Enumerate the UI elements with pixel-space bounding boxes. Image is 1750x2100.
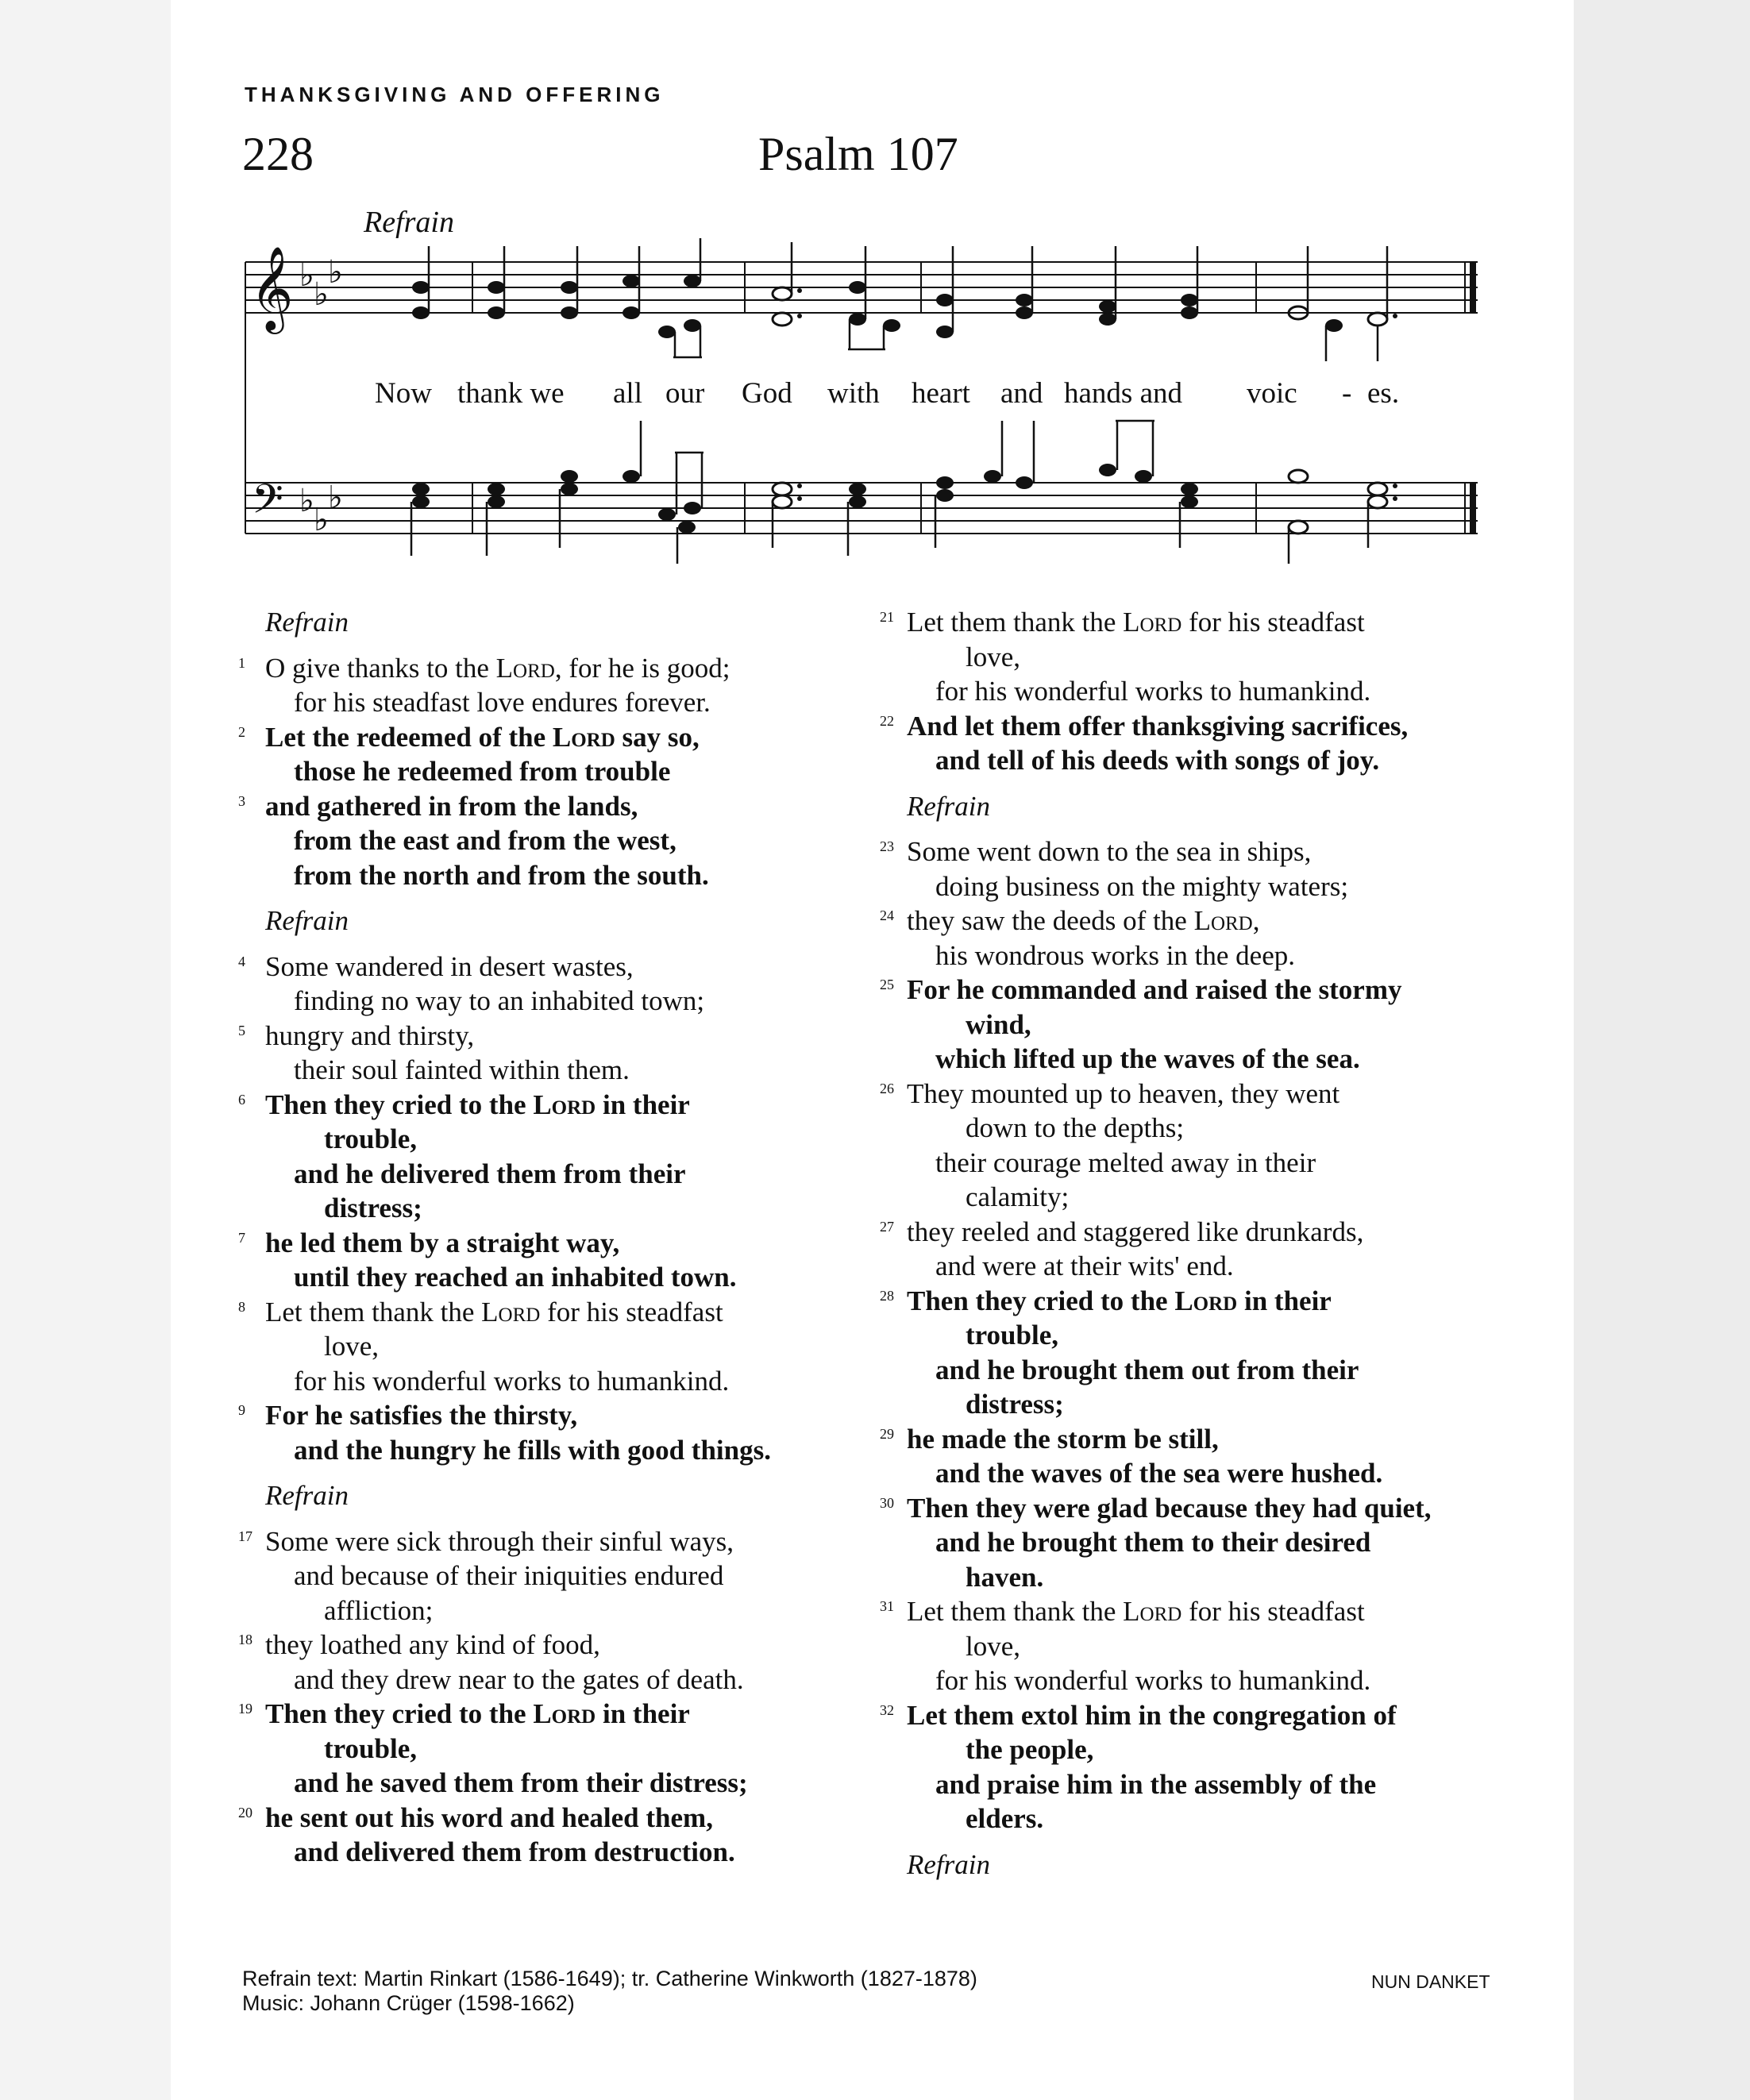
verse-9: 9 For he satisfies the thirsty, xyxy=(238,1398,842,1433)
verse-1: 1 O give thanks to the Lord, for he is good; xyxy=(238,651,842,686)
verse-22: 22 And let them offer thanksgiving sacrifices, xyxy=(880,709,1499,744)
verse-number: 24 xyxy=(880,907,894,923)
verse-17: 17 Some were sick through their sinful ways, xyxy=(238,1524,842,1559)
verse-number: 30 xyxy=(880,1494,894,1511)
verse-line: for his wonderful works to humankind. xyxy=(935,1665,1371,1696)
verse-number: 8 xyxy=(238,1298,245,1315)
verse-number: 1 xyxy=(238,654,245,671)
verse-18: 18 they loathed any kind of food, xyxy=(238,1628,842,1663)
svg-text:♭: ♭ xyxy=(328,480,343,516)
verse-number: 19 xyxy=(238,1701,252,1717)
verse-line: doing business on the mighty waters; xyxy=(935,870,1349,902)
verse-line: for his steadfast love endures forever. xyxy=(294,687,711,718)
verse-31: 31 Let them thank the Lord for his steadfast xyxy=(880,1594,1499,1629)
verse-number: 5 xyxy=(238,1022,245,1038)
verse-line: trouble, xyxy=(324,1123,417,1154)
verse-30: 30 Then they were glad because they had quiet, xyxy=(880,1491,1499,1526)
verse-line: his wondrous works in the deep. xyxy=(935,939,1296,971)
refrain-marker: Refrain xyxy=(265,607,349,638)
lyric-hyphen: - xyxy=(1342,377,1352,410)
verse-line: their courage melted away in their xyxy=(935,1146,1316,1178)
svg-text:♭: ♭ xyxy=(299,257,314,294)
lyric-our: our xyxy=(665,377,705,410)
verse-line: finding no way to an inhabited town; xyxy=(294,985,705,1016)
lyric-now: Now xyxy=(375,377,432,410)
verse-line: until they reached an inhabited town. xyxy=(294,1262,737,1293)
tune-name: NUN DANKET xyxy=(1371,1971,1490,1992)
verse-line: down to the depths; xyxy=(966,1112,1185,1143)
verse-line: for his wonderful works to humankind. xyxy=(935,676,1371,707)
verse-line: and were at their wits' end. xyxy=(935,1250,1234,1281)
lyric-hands-and: hands and xyxy=(1064,377,1182,410)
verse-23: 23 Some went down to the sea in ships, xyxy=(880,834,1499,869)
verse-number: 23 xyxy=(880,838,894,854)
verse-line: distress; xyxy=(324,1193,422,1223)
verse-line: for his wonderful works to humankind. xyxy=(294,1365,730,1397)
verse-line: haven. xyxy=(966,1561,1044,1593)
svg-text:♭: ♭ xyxy=(314,502,329,538)
verse-line: distress; xyxy=(966,1389,1064,1420)
verse-line: and he brought them to their desired xyxy=(935,1527,1371,1558)
verse-number: 17 xyxy=(238,1528,252,1544)
verse-line: and they drew near to the gates of death. xyxy=(294,1663,744,1695)
verse-24: 24 they saw the deeds of the Lord, xyxy=(880,904,1499,938)
verse-number: 25 xyxy=(880,977,894,992)
verse-line: and tell of his deeds with songs of joy. xyxy=(935,745,1380,776)
verse-line: and delivered them from destruction. xyxy=(294,1836,735,1867)
verse-number: 2 xyxy=(238,723,245,740)
verse-25: 25 For he commanded and raised the stormy xyxy=(880,973,1499,1008)
text-credit: Refrain text: Martin Rinkart (1586-1649); tr. Catherine Winkworth (1827-1878) xyxy=(242,1967,977,1990)
verse-number: 22 xyxy=(880,712,894,729)
verse-3: 3 and gathered in from the lands, xyxy=(238,789,842,824)
refrain-marker: Refrain xyxy=(265,905,349,936)
verse-line: trouble, xyxy=(966,1320,1058,1351)
refrain-marker: Refrain xyxy=(907,790,990,822)
verse-line: their soul fainted within them. xyxy=(294,1054,630,1085)
refrain-marker: Refrain xyxy=(907,1848,990,1880)
verse-number: 31 xyxy=(880,1598,894,1614)
music-refrain-label: Refrain xyxy=(364,206,454,239)
hymn-number: 228 xyxy=(242,128,314,180)
verse-number: 18 xyxy=(238,1632,252,1647)
verse-number: 21 xyxy=(880,609,894,625)
verse-number: 20 xyxy=(238,1804,252,1821)
verse-line: and he delivered them from their xyxy=(294,1158,686,1189)
page-edge-shadow xyxy=(1574,0,1750,2100)
verse-line: those he redeemed from trouble xyxy=(294,756,671,787)
verse-line: and the hungry he fills with good things. xyxy=(294,1434,771,1466)
lyric-with: with xyxy=(827,377,880,410)
verse-line: the people, xyxy=(966,1734,1094,1765)
verse-number: 27 xyxy=(880,1218,894,1235)
credits xyxy=(242,1967,977,2016)
music-credit: Music: Johann Crüger (1598-1662) xyxy=(242,1991,575,2015)
verse-line: affliction; xyxy=(324,1594,434,1626)
verse-4: 4 Some wandered in desert wastes, xyxy=(238,950,842,984)
section-heading: THANKSGIVING AND OFFERING xyxy=(245,83,665,106)
lyric-heart: heart xyxy=(912,377,970,410)
verse-number: 9 xyxy=(238,1402,245,1418)
verse-line: wind, xyxy=(966,1008,1031,1040)
verse-29: 29 he made the storm be still, xyxy=(880,1422,1499,1457)
verse-number: 26 xyxy=(880,1080,894,1096)
verse-number: 3 xyxy=(238,792,245,809)
svg-text:𝄞: 𝄞 xyxy=(250,245,294,330)
verse-line: love, xyxy=(966,641,1021,672)
verse-number: 4 xyxy=(238,953,245,969)
verse-26: 26 They mounted up to heaven, they went xyxy=(880,1077,1499,1112)
verse-20: 20 he sent out his word and healed them, xyxy=(238,1801,842,1836)
verse-19: 19 Then they cried to the Lord in their xyxy=(238,1697,842,1732)
verse-32: 32 Let them extol him in the congregation of xyxy=(880,1698,1499,1733)
verse-line: love, xyxy=(966,1630,1021,1662)
verse-6: 6 Then they cried to the Lord in their xyxy=(238,1088,842,1123)
lyric-es: es. xyxy=(1367,377,1400,410)
verse-7: 7 he led them by a straight way, xyxy=(238,1226,842,1261)
verse-number: 6 xyxy=(238,1091,245,1108)
verse-27: 27 they reeled and staggered like drunkards, xyxy=(880,1215,1499,1250)
lyric-god: God xyxy=(742,377,792,410)
lyric-voic: voic xyxy=(1247,377,1297,410)
refrain-marker: Refrain xyxy=(265,1480,349,1511)
verse-line: elders. xyxy=(966,1803,1044,1834)
verse-5: 5 hungry and thirsty, xyxy=(238,1019,842,1054)
psalm-title: Psalm 107 xyxy=(758,128,958,180)
verse-line: and the waves of the sea were hushed. xyxy=(935,1458,1383,1489)
svg-text:♭: ♭ xyxy=(328,254,343,291)
verse-number: 32 xyxy=(880,1701,894,1718)
verse-21: 21 Let them thank the Lord for his steadfast xyxy=(880,605,1499,640)
psalm-text-left-column xyxy=(238,605,842,1870)
verse-line: and because of their iniquities endured xyxy=(294,1560,724,1591)
psalm-text-right-column xyxy=(880,605,1499,1893)
verse-line: and he brought them out from their xyxy=(935,1354,1359,1385)
verse-line: love, xyxy=(324,1331,380,1362)
svg-text:♭: ♭ xyxy=(299,483,314,519)
verse-line: and praise him in the assembly of the xyxy=(935,1768,1377,1800)
verse-line: calamity; xyxy=(966,1181,1070,1212)
lyric-thank-we: thank we xyxy=(457,377,565,410)
verse-line: from the north and from the south. xyxy=(294,859,709,891)
verse-28: 28 Then they cried to the Lord in their xyxy=(880,1284,1499,1319)
lyric-and: and xyxy=(1000,377,1043,410)
verse-number: 29 xyxy=(880,1425,894,1442)
verse-line: and he saved them from their distress; xyxy=(294,1767,748,1798)
verse-8: 8 Let them thank the Lord for his steadfast xyxy=(238,1295,842,1330)
verse-line: from the east and from the west, xyxy=(294,825,676,856)
verse-2: 2 Let the redeemed of the Lord say so, xyxy=(238,720,842,755)
verse-number: 7 xyxy=(238,1229,245,1246)
svg-text:♭: ♭ xyxy=(314,276,329,313)
verse-number: 28 xyxy=(880,1287,894,1304)
verse-line: trouble, xyxy=(324,1732,417,1764)
svg-text:𝄢: 𝄢 xyxy=(252,475,283,533)
verse-line: which lifted up the waves of the sea. xyxy=(935,1043,1360,1074)
lyric-all: all xyxy=(613,377,642,410)
